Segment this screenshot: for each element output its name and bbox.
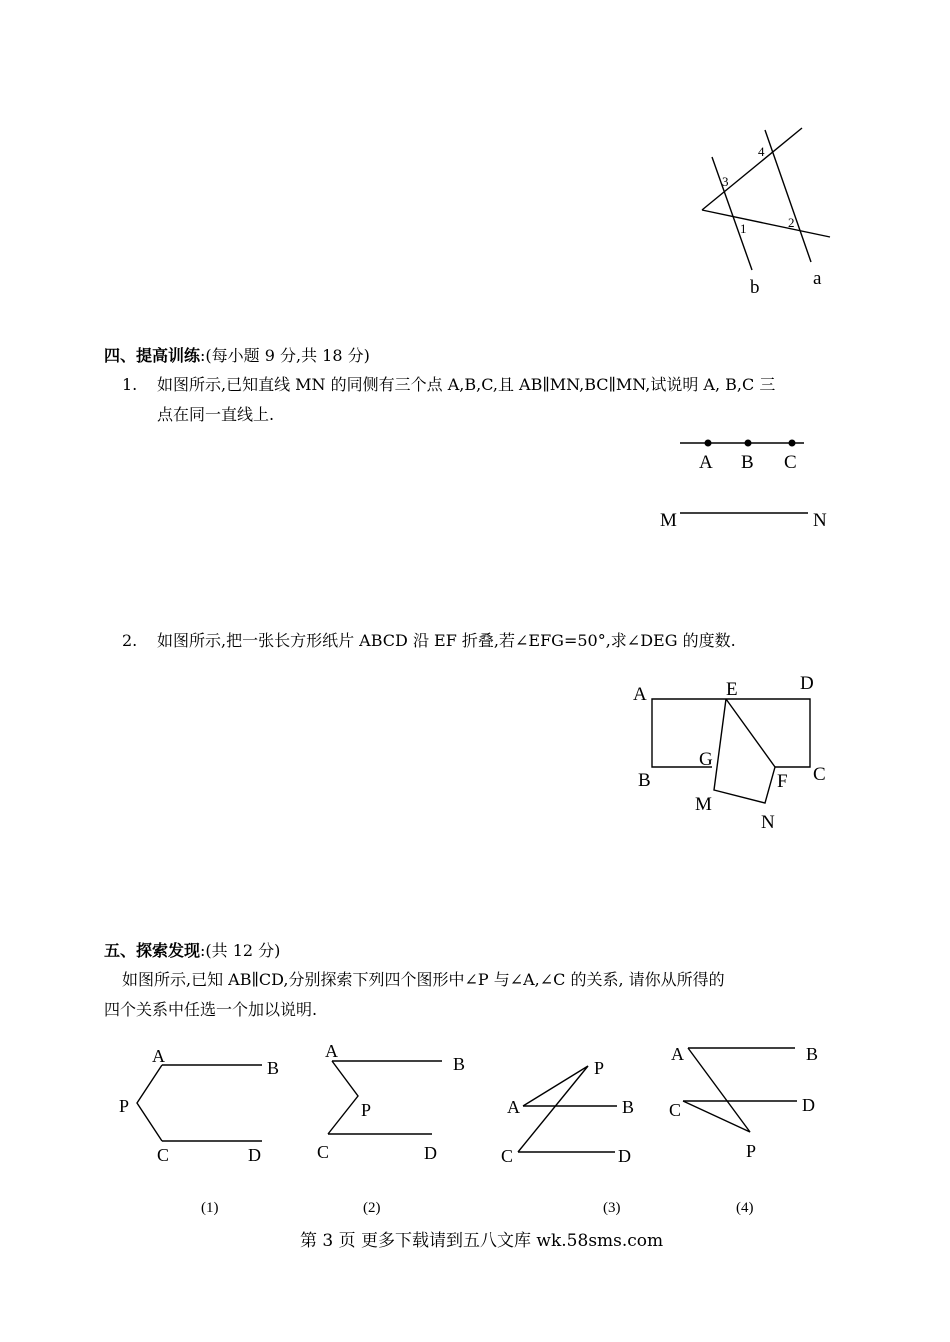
angle-label-3: 3 — [722, 174, 729, 189]
page-footer: 第 3 页 更多下载请到五八文库 wk.58sms.com — [300, 1231, 664, 1251]
path-apc — [328, 1061, 358, 1134]
label-b: B — [806, 1044, 819, 1064]
caption-2: (2) — [363, 1200, 381, 1216]
label-b: B — [267, 1058, 280, 1078]
q1-text-line2: 点在同一直线上. — [157, 405, 275, 424]
label-d: D — [248, 1145, 261, 1165]
label-d: D — [800, 673, 814, 694]
section5-subtitle: :(共 12 分) — [200, 941, 281, 960]
label-a: A — [699, 452, 713, 473]
label-c: C — [501, 1146, 514, 1166]
q2-number: 2. — [122, 631, 138, 650]
angle-label-2: 2 — [788, 215, 795, 230]
label-m: M — [660, 510, 677, 531]
label-a: A — [633, 684, 647, 705]
label-e: E — [726, 679, 738, 700]
section5-text-line1: 如图所示,已知 AB∥CD,分别探索下列四个图形中∠P 与∠A,∠C 的关系, 请你从所得的 — [122, 970, 725, 989]
label-g: G — [699, 749, 713, 770]
label-b: B — [453, 1054, 466, 1074]
label-b: B — [638, 770, 651, 791]
path-apc — [683, 1048, 750, 1132]
label-c: C — [784, 452, 797, 473]
label-c: C — [157, 1145, 170, 1165]
label-c: C — [813, 764, 826, 785]
angle-label-4: 4 — [758, 144, 765, 159]
line-label-a: a — [813, 268, 822, 289]
label-p: P — [594, 1058, 605, 1078]
section5-text-line2: 四个关系中任选一个加以说明. — [104, 1000, 318, 1019]
caption-4: (4) — [736, 1200, 754, 1216]
label-a: A — [152, 1046, 165, 1066]
label-f: F — [777, 771, 788, 792]
label-a: A — [325, 1041, 338, 1061]
label-c: C — [317, 1142, 330, 1162]
q1-text-line1: 如图所示,已知直线 MN 的同侧有三个点 A,B,C,且 AB∥MN,BC∥MN,试说明 A, B,C 三 — [157, 375, 776, 394]
label-p: P — [119, 1096, 130, 1116]
diagram-1 — [119, 1046, 279, 1165]
q2-text: 如图所示,把一张长方形纸片 ABCD 沿 EF 折叠,若∠EFG=50°,求∠DEG 的度数. — [157, 631, 736, 650]
caption-1: (1) — [201, 1200, 219, 1216]
line-label-b: b — [750, 277, 760, 298]
diagram-2 — [317, 1041, 465, 1163]
label-n: N — [761, 812, 775, 833]
label-a: A — [507, 1097, 520, 1117]
caption-3: (3) — [603, 1200, 621, 1216]
label-d: D — [802, 1095, 815, 1115]
label-n: N — [813, 510, 827, 531]
label-b: B — [741, 452, 754, 473]
path-apc — [518, 1066, 588, 1152]
diagram-3 — [501, 1058, 634, 1166]
label-p: P — [746, 1141, 757, 1161]
path-apc — [137, 1065, 162, 1141]
section4-title: 四、提高训练 — [104, 346, 201, 365]
label-c: C — [669, 1100, 682, 1120]
label-d: D — [424, 1143, 437, 1163]
label-p: P — [361, 1100, 372, 1120]
diagram-4 — [669, 1044, 818, 1161]
label-m: M — [695, 794, 712, 815]
label-a: A — [671, 1044, 684, 1064]
label-d: D — [618, 1146, 631, 1166]
label-b: B — [622, 1097, 635, 1117]
section4-subtitle: :(每小题 9 分,共 18 分) — [200, 346, 370, 365]
q1-number: 1. — [122, 375, 138, 394]
angle-label-1: 1 — [740, 221, 747, 236]
section5-title: 五、探索发现 — [104, 941, 201, 960]
